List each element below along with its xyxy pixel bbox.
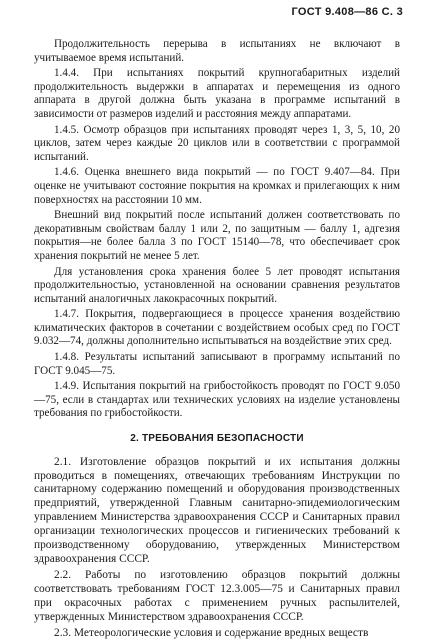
paragraph: 1.4.9. Испытания покрытий на грибостойкость проводят по ГОСТ 9.050—75, если в стандартах или технических условиях на изделие установлены требования по грибостойкости. — [34, 380, 400, 420]
paragraph: 2.2. Работы по изготовлению образцов покрытий должны соответствовать требованиям ГОСТ 12.3.005—75 и Санитарных правил при окрасочных работах с применением ручных распылителей, утвержденных Министерством здравоохранения СССР. — [34, 568, 400, 623]
paragraph: 1.4.4. При испытаниях покрытий крупногабаритных изделий продолжительность выдержки в аппаратах и перемещения из одного аппарата в другой должна быть указана в программе испытаний в зависимости от размеров изделий и расстояния между аппаратами. — [34, 67, 400, 120]
paragraph: Для установления срока хранения более 5 лет проводят испытания продолжительностью, установленной на основании сравнения результатов испытаний аналогичных лакокрасочных покрытий. — [34, 265, 400, 305]
paragraph: 2.3. Метеорологические условия и содержание вредных веществ — [54, 626, 369, 639]
paragraph: 2.1. Изготовление образцов покрытий и их испытания должны проводиться в помещениях, отвечающих требованиям Инструкции по санитарному содержанию помещений и оборудования производственных предприятий, утвержденной Главным санитарно-эпидемиологическим управлением Министерства здравоохранения СССР и Санитарных правил организации технологических процессов и гигиенических требований к производственному оборудованию, утвержденных Министерством здравоохранения СССР. — [34, 455, 400, 565]
paragraph: 1.4.6. Оценка внешнего вида покрытий — по ГОСТ 9.407—84. При оценке не учитывают состояние покрытия на кромках и прилегающих к ним поверхностях на расстоянии 10 мм. — [34, 166, 400, 206]
paragraph: 1.4.8. Результаты испытаний записывают в программу испытаний по ГОСТ 9.045—75. — [34, 351, 400, 377]
paragraph: Внешний вид покрытий после испытаний должен соответствовать по декоративным свойствам баллу 1 или 2, по защитным — баллу 1, адгезия покрытия—не более балла 3 по ГОСТ 15140—78, что обеспечивает срок хранения покрытий не менее 5 лет. — [34, 209, 400, 262]
paragraph: Продолжительность перерыва в испытаниях не включают в учитываемое время испытаний. — [34, 38, 400, 64]
page-header: ГОСТ 9.408—86 С. 3 — [291, 6, 403, 18]
section-title: 2. ТРЕБОВАНИЯ БЕЗОПАСНОСТИ — [130, 433, 304, 445]
paragraph: 1.4.7. Покрытия, подвергающиеся в процессе хранения воздействию климатических факторов в сочетании с воздействием особых сред по ГОСТ 9.032—74, должны дополнительно испытываться на воздействие этих сред. — [34, 308, 400, 348]
document-body — [34, 38, 400, 642]
paragraph: 1.4.5. Осмотр образцов при испытаниях проводят через 1, 3, 5, 10, 20 циклов, затем через каждые 20 циклов или в соответствии с программой испытаний. — [34, 123, 400, 163]
